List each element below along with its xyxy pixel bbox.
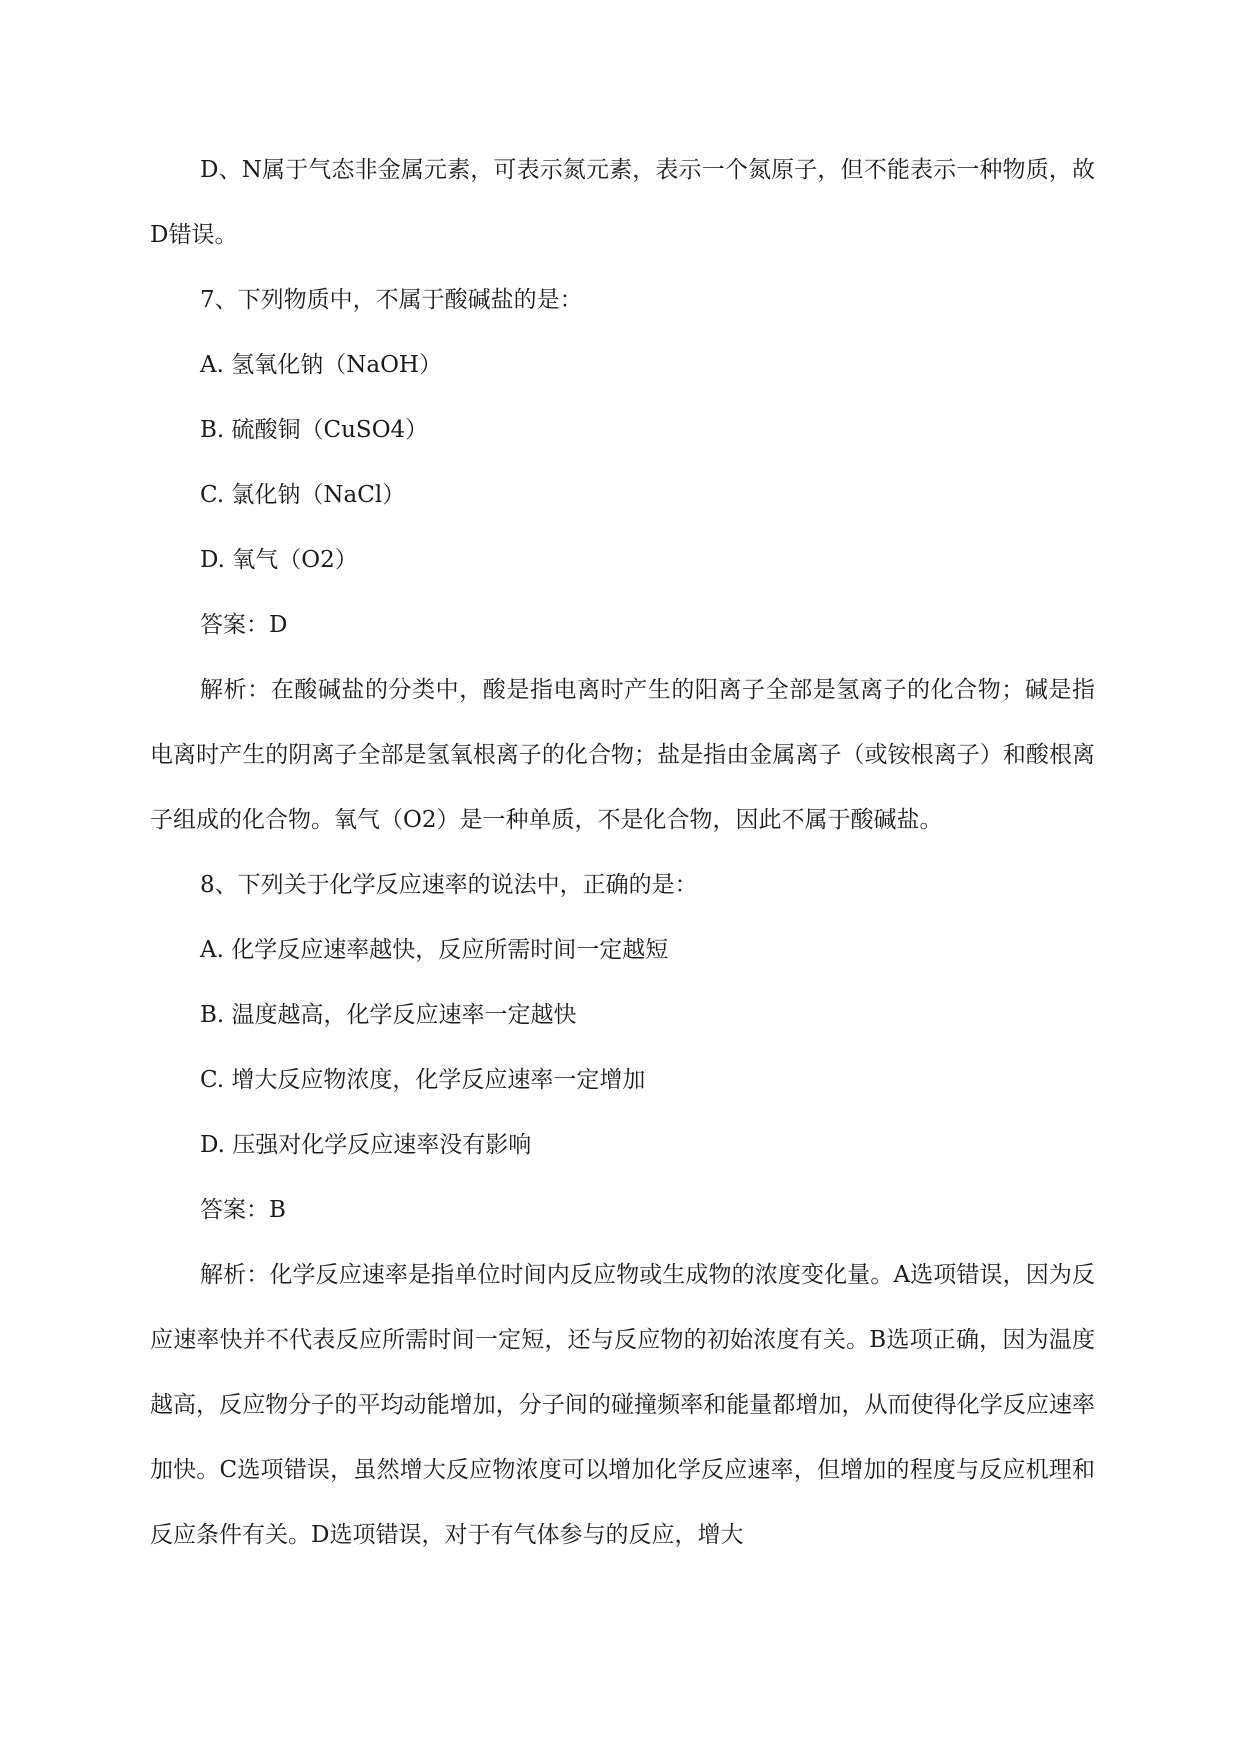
question-7-option-d: D. 氧气（O2） bbox=[200, 547, 358, 573]
document-page bbox=[150, 138, 1095, 1568]
question-8-analysis: 解析：化学反应速率是指单位时间内反应物或生成物的浓度变化量。A选项错误，因为反应速率快并不代表反应所需时间一定短，还与反应物的初始浓度有关。B选项正确，因为温度越高，反应物分子的平均动能增加，分子间的碰撞频率和能量都增加，从而使得化学反应速率加快。C选项错误，虽然增大反应物浓度可以增加化学反应速率，但增加的程度与反应机理和反应条件有关。D选项错误，对于有气体参与的反应，增大 bbox=[150, 1262, 1095, 1548]
question-7-option-a: A. 氢氧化钠（NaOH） bbox=[200, 352, 442, 378]
question-8-answer: 答案：B bbox=[200, 1197, 286, 1223]
question-7-answer: 答案：D bbox=[200, 612, 288, 638]
question-8-option-a: A. 化学反应速率越快，反应所需时间一定越短 bbox=[200, 937, 669, 963]
question-7: 7、下列物质中，不属于酸碱盐的是： bbox=[200, 287, 583, 313]
question-8: 8、下列关于化学反应速率的说法中，正确的是： bbox=[200, 872, 698, 898]
question-8-option-b: B. 温度越高，化学反应速率一定越快 bbox=[200, 1002, 577, 1028]
question-7-analysis: 解析：在酸碱盐的分类中，酸是指电离时产生的阳离子全部是氢离子的化合物；碱是指电离时产生的阴离子全部是氢氧根离子的化合物；盐是指由金属离子（或铵根离子）和酸根离子组成的化合物。氧气（O2）是一种单质，不是化合物，因此不属于酸碱盐。 bbox=[150, 677, 1095, 833]
question-8-option-c: C. 增大反应物浓度，化学反应速率一定增加 bbox=[200, 1067, 646, 1093]
question-7-option-b: B. 硫酸铜（CuSO4） bbox=[200, 417, 429, 443]
question-8-option-d: D. 压强对化学反应速率没有影响 bbox=[200, 1132, 532, 1158]
paragraph-d-explanation: D、N属于气态非金属元素，可表示氮元素，表示一个氮原子，但不能表示一种物质，故D错误。 bbox=[150, 157, 1095, 248]
question-7-option-c: C. 氯化钠（NaCl） bbox=[200, 482, 406, 508]
